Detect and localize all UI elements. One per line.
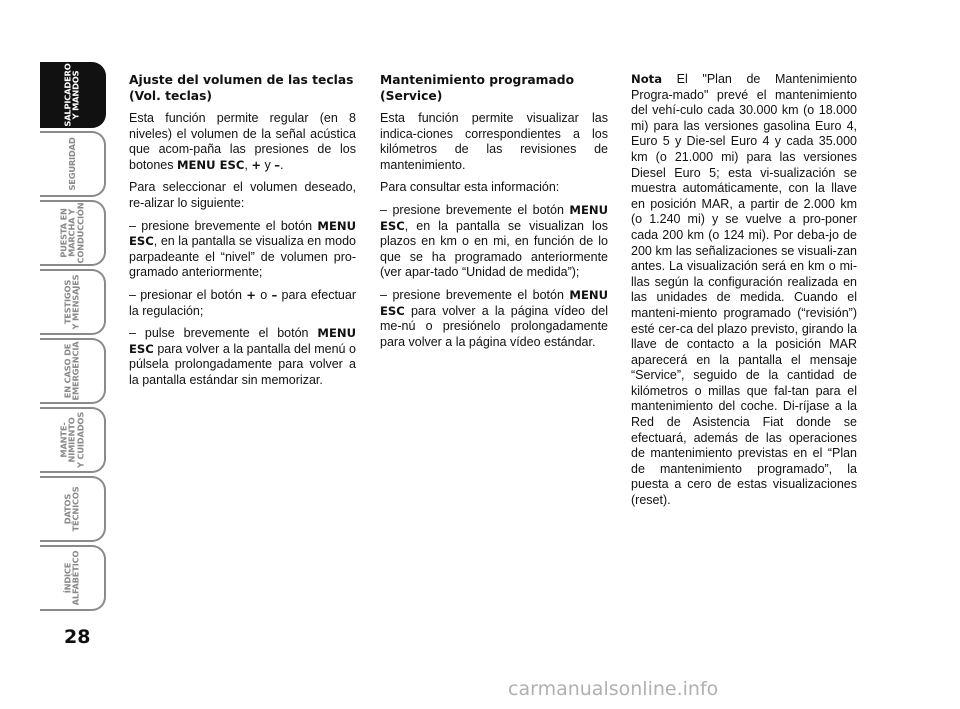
note-label: Nota [631,72,663,86]
note-paragraph [631,72,857,509]
section-heading-volume: Ajuste del volumen de las teclas (Vol. teclas) [129,73,354,103]
text: – pulse brevemente el botón [129,326,318,341]
tab-puesta-en-marcha[interactable] [40,200,106,266]
text: para volver a la página vídeo del me-nú o presiónelo prolongadamente para volver a la página vídeo estándar. [380,303,608,349]
paragraph: Para seleccionar el volumen deseado, re-alizar lo siguiente: [129,180,356,210]
tab-indice-alfabetico[interactable] [40,545,106,611]
text: o [255,287,272,302]
text: . [280,157,284,172]
text: para efectuar la regulación; [129,287,356,318]
text: – presionar el botón [129,287,247,302]
tab-label: SEGURIDAD [66,137,77,191]
text: Esta función permite regular (en 8 niveles) el volumen de la señal acústica que acom-paña las presiones de los botones [129,111,356,172]
paragraph [380,288,608,350]
key-label: + [251,157,262,172]
column-volume-keys [129,72,356,396]
tab-label: SALPICADERO Y MANDOS [62,63,81,127]
key-label: MENU ESC [380,202,608,233]
paragraph [129,219,356,281]
key-label: – [274,157,281,172]
paragraph [380,203,608,281]
paragraph: Esta función permite visualizar las indica-ciones correspondientes a los kilómetros de las revisiones de mantenimiento. [380,111,608,172]
key-label: – [271,287,278,302]
section-tabs [40,62,106,614]
column-note [631,72,857,516]
text: , en la pantalla se visualizan los plazos en km o en mi, en función de lo que se ha programado anteriormente (ver apar-tado “Unidad de medida”); [380,218,608,280]
section-heading-service: Mantenimiento programado (Service) [380,73,575,103]
tab-label: PUESTA EN MARCHA Y CONDUCCIÓN [58,202,86,264]
text: – presione brevemente el botón [129,218,318,233]
tab-label: ÍNDICE ALFABÉTICO [62,550,81,606]
note-text: El "Plan de Mantenimiento Progra-mado" prevé el mantenimiento del vehí-culo cada 30.000 km (o 18.000 mi) para las versiones gasolina Euro 4, Euro 5 y Die-sel Euro 4 y cada 35.000 km (o 21.000 mi) para las versiones Diesel Euro 5; esta vi-sualización se muestra automáticamente, con la llave en posición MAR, a partir de 2.000 km (o 1.240 mi) y se vuelve a pro-poner cada 200 km (o 124 mi). Por deba-jo de 200 km las señalizaciones se visuali-zan antes. La visualización será en km o mi-llas según la configuración realizada en las unidades de medida. Cuando el manteni-miento programado (“revisión”) esté cer-ca del plazo previsto, girando la llave de contacto a la posición MAR aparecerá en la pantalla el mensaje “Service”, seguido de la cantidad de kilómetros o millas que fal-tan para el mantenimiento del coche. Di-ríjase a la Red de Asistencia Fiat donde se efectuará, además de las operaciones de mantenimiento previstas en el “Plan de mantenimiento programado”, la puesta a cero de estas visualizaciones (reset). [631,72,857,508]
tab-salpicadero-y-mandos[interactable] [40,62,106,128]
tab-en-caso-de-emergencia[interactable] [40,338,106,404]
tab-label: MANTE- NIMIENTO Y CUIDADOS [58,411,86,469]
paragraph [129,288,356,319]
page-number: 28 [64,626,91,648]
key-label: MENU ESC [129,218,356,249]
paragraph [129,111,356,173]
paragraph [129,326,356,388]
text: – presione brevemente el botón [380,287,570,302]
paragraph: Para consultar esta información: [380,180,560,195]
tab-label: EN CASO DE EMERGENCIA [62,341,81,401]
key-label: MENU ESC [129,326,356,356]
text: , [244,157,252,172]
tab-datos-tecnicos[interactable] [40,476,106,542]
tab-label: TESTIGOS Y MENSAJES [62,274,81,330]
key-label: MENU ESC [380,287,608,318]
text: para volver a la pantalla del menú o púlsela prolongadamente para volver a la pantalla estándar sin memorizar. [129,341,356,387]
column-service [380,72,608,357]
text: y [261,157,275,172]
tab-testigos-y-mensajes[interactable] [40,269,106,335]
text: , en la pantalla se visualiza en modo parpadeante el “nivel” de volumen pro-gramado anteriormente; [129,234,356,280]
tab-seguridad[interactable] [40,131,106,197]
text: – presione brevemente el botón [380,202,570,217]
tab-label: DATOS TÉCNICOS [62,486,81,532]
key-label: MENU ESC [176,157,245,172]
tab-mantenimiento-y-cuidados[interactable] [40,407,106,473]
watermark: carmanualsonline.info [508,678,719,700]
key-label: + [246,287,256,302]
